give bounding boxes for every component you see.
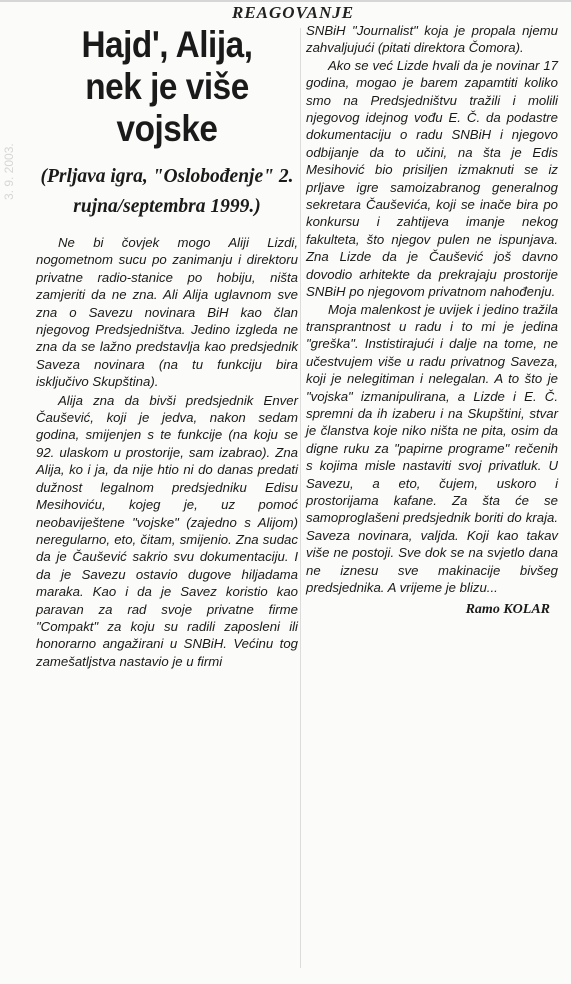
paragraph: SNBiH "Journalist" koja je propala njemu zahvaljujući (pitati direktora Čomora). <box>306 23 558 56</box>
right-body <box>306 22 558 596</box>
paragraph: Moja malenkost je uvijek i jedino tražila transprantnost u radu i to mi je jedina "greška". Instistirajući i dalje na tome, ne učestvujem više u radu privatnog Saveza, koji je nelegitiman i nelegalan. A to što je "vojska" izmanipulirana, a Lizde i E. Č. spremni da ih izaberu i na Skupštini, stvar je članstva koje niko ništa ne pita, osim da digne ruku za "papirne programe" rečenih s kojima misle nastaviti svoj privatluk. U Savezu, a eto, čujem, uskoro i prostorijama kafane. Za šta će se samoproglašeni predsjednik boriti do kraja. Saveza novinara, valjda. Koji kao takav više ne postoji. Sve dok se na svjetlo dana ne iznesu sve makinacije bivšeg predsjednika. A vrijeme je blizu... <box>306 301 558 595</box>
right-column <box>306 22 558 618</box>
section-label: REAGOVANJE <box>232 3 355 22</box>
article-headline: Hajd', Alija, nek je više vojske <box>81 24 253 149</box>
paragraph: Alija zna da bivši predsjednik Enver Čaušević, koji je jedva, nakon sedam godina, smijenjen s te funkcije (na koju se 92. ulaskom u prostorije, sam izabrao). Zna Alija, ko i ja, da nije htio ni do danas predati dužnost legalnom predsjedniku Edisu Mesihoviću, kojeg je, uz pomoć neobaviještene "vojske" (zajedno s Alijom) neregularno, eto, čitam, smijenio. Zna sudac da je Čaušević sakrio svu dokumentaciju. I da je Savezu ostavio dugove hiljadama maraka. Kao i da je Savez koristio kao paravan za rad svoje privatne firme "Compakt" za koju su radili zaposleni ili honorarno angažirani u SNBiH. Većinu tog zamešatljstva nastavio je u firmi <box>36 392 298 669</box>
column-divider <box>300 28 301 968</box>
paragraph: Ako se već Lizde hvali da je novinar 17 godina, mogao je barem zapamtiti koliko smo na Predsjedništvu tražili i molili njegovog idejnog vođu E. Č. da podastre dokumentaciju o radu SNBiH i njegovo odbijanje da to učini, na šta je Edis Mesihović bio prisiljen izmaknuti se iz prljave igre samoizabranog generalnog sekretara Čauševića, koji se inače bira po konkursu i zahtijeva imanje nekog fakulteta, što njegov pulen ne ispunjava. Zna Lizde da je Čaušević još davno dovodio arhitekte da prekrajaju prostorije SNBiH po njegovom privatnom nahođenju. <box>306 57 558 300</box>
top-rule <box>0 0 571 2</box>
paragraph: Ne bi čovjek mogo Aliji Lizdi, nogometnom sucu po zanimanju i direktoru privatne radio-stanice po hobiju, ništa zamjeriti da ne zna. Ali Alija uglavnom sve zna o Savezu novinara BiH kao član njegovog Predsjedništva. Jedino izgleda ne zna da se lažno predstavlja kao predsjednik Saveza novinara (na tu funkciju bira isključivo Skupština). <box>36 235 298 390</box>
author-signature: Ramo KOLAR <box>465 602 550 618</box>
left-body <box>36 234 298 670</box>
margin-handwritten-note: 3. 9. 2003. <box>2 143 16 200</box>
article-subhead: (Prljava igra, "Oslobođenje" 2. rujna/septembra 1999.) <box>40 166 294 217</box>
left-column <box>36 22 298 670</box>
